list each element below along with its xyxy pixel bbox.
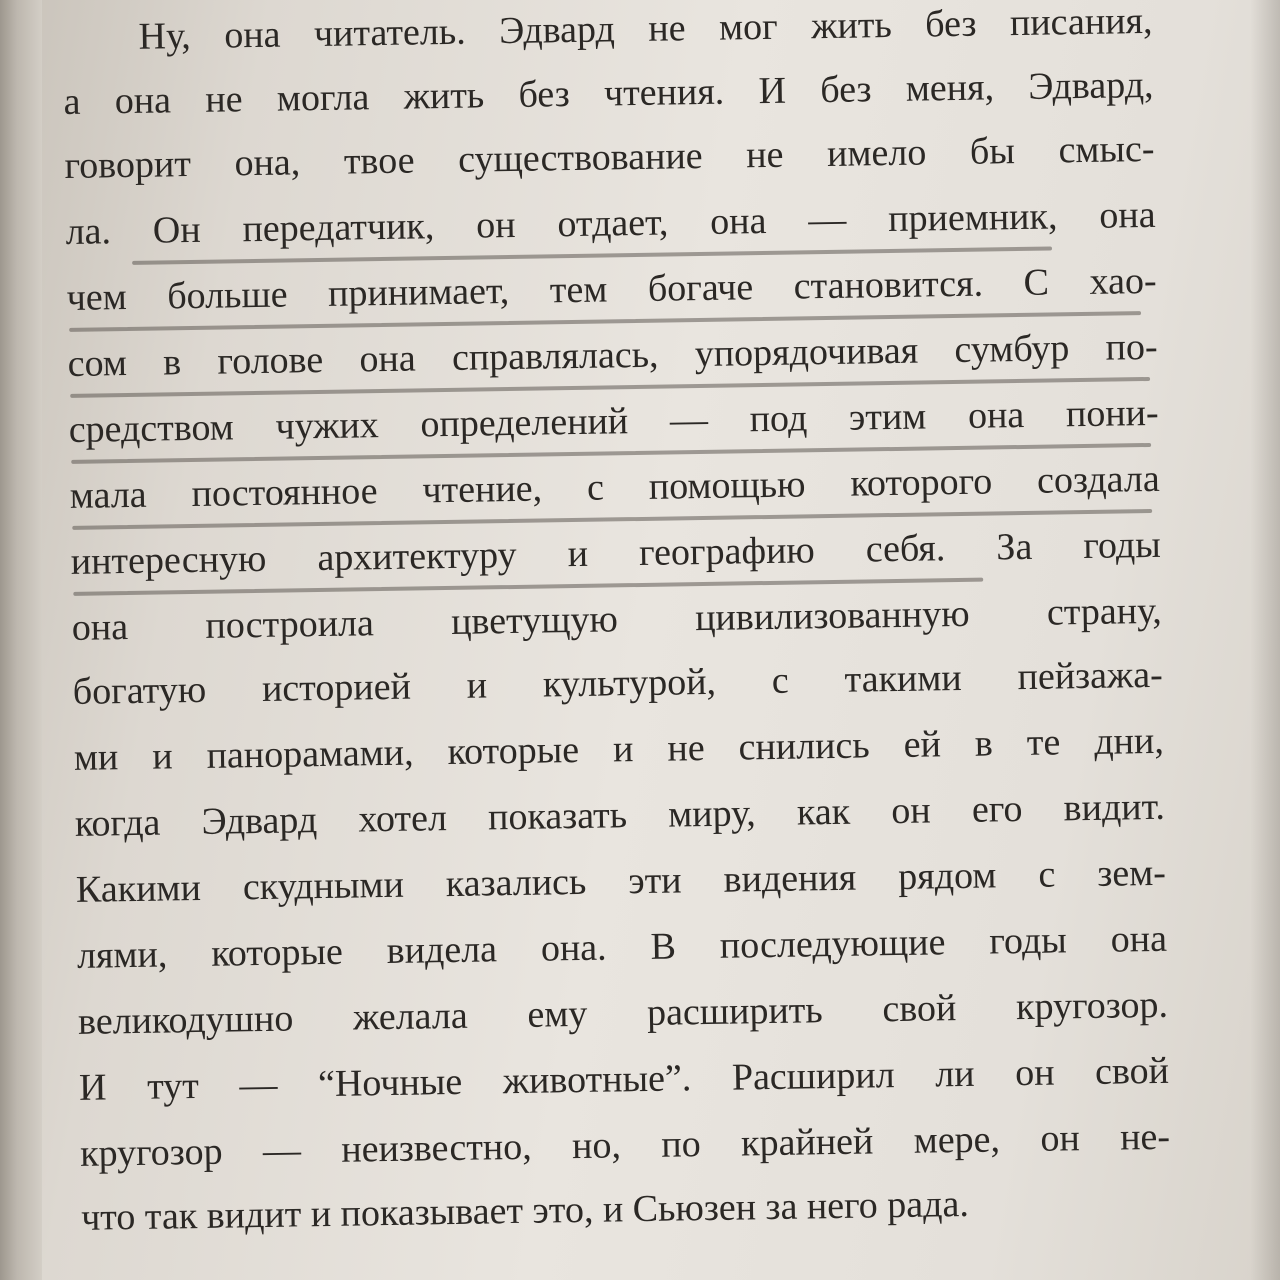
text-line: лями, которые видела она. В последующие годы она: [76, 917, 1168, 977]
text-line: говорит она, твое существование не имело бы смыс-: [64, 127, 1155, 187]
text-line: великодушно желала ему расширить свой кругозор.: [77, 983, 1169, 1043]
text-line: когда Эдвард хотел показать миру, как он его видит.: [74, 785, 1166, 845]
text-line: а она не могла жить без чтения. И без меня, Эдвард,: [63, 63, 1154, 123]
text-line: мала постоянное чтение, с помощью которого создала: [69, 457, 1160, 517]
text-line: ми и панорамами, которые и не снились ей в те дни,: [73, 719, 1165, 779]
left-page-edge: [0, 0, 42, 1280]
text-line: она построила цветущую цивилизованную страну,: [71, 589, 1163, 649]
text-line: ла. Он передатчик, он отдает, она — приемник, она: [65, 193, 1156, 253]
text-line: что так видит и показывает это, и Сьюзен за него рада.: [80, 1182, 970, 1239]
text-line: богатую историей и культурой, с такими пейзажа-: [72, 653, 1164, 713]
right-page-shadow: [1250, 0, 1280, 1280]
text-line: И тут — “Ночные животные”. Расширил ли он свой: [78, 1049, 1170, 1109]
text-line: Какими скудными казались эти видения рядом с зем-: [75, 851, 1167, 911]
text-line: средством чужих определений — под этим она пони-: [68, 391, 1159, 451]
text-line: чем больше принимает, тем богаче становится. С хао-: [66, 259, 1157, 319]
text-line: кругозор — неизвестно, но, по крайней мере, он не-: [79, 1115, 1171, 1175]
text-line: Ну, она читатель. Эдвард не мог жить без писания,: [138, 0, 1153, 58]
text-line: сом в голове она справлялась, упорядочивая сумбур по-: [67, 325, 1158, 385]
text-line: интересную архитектуру и географию себя. За годы: [70, 523, 1162, 583]
